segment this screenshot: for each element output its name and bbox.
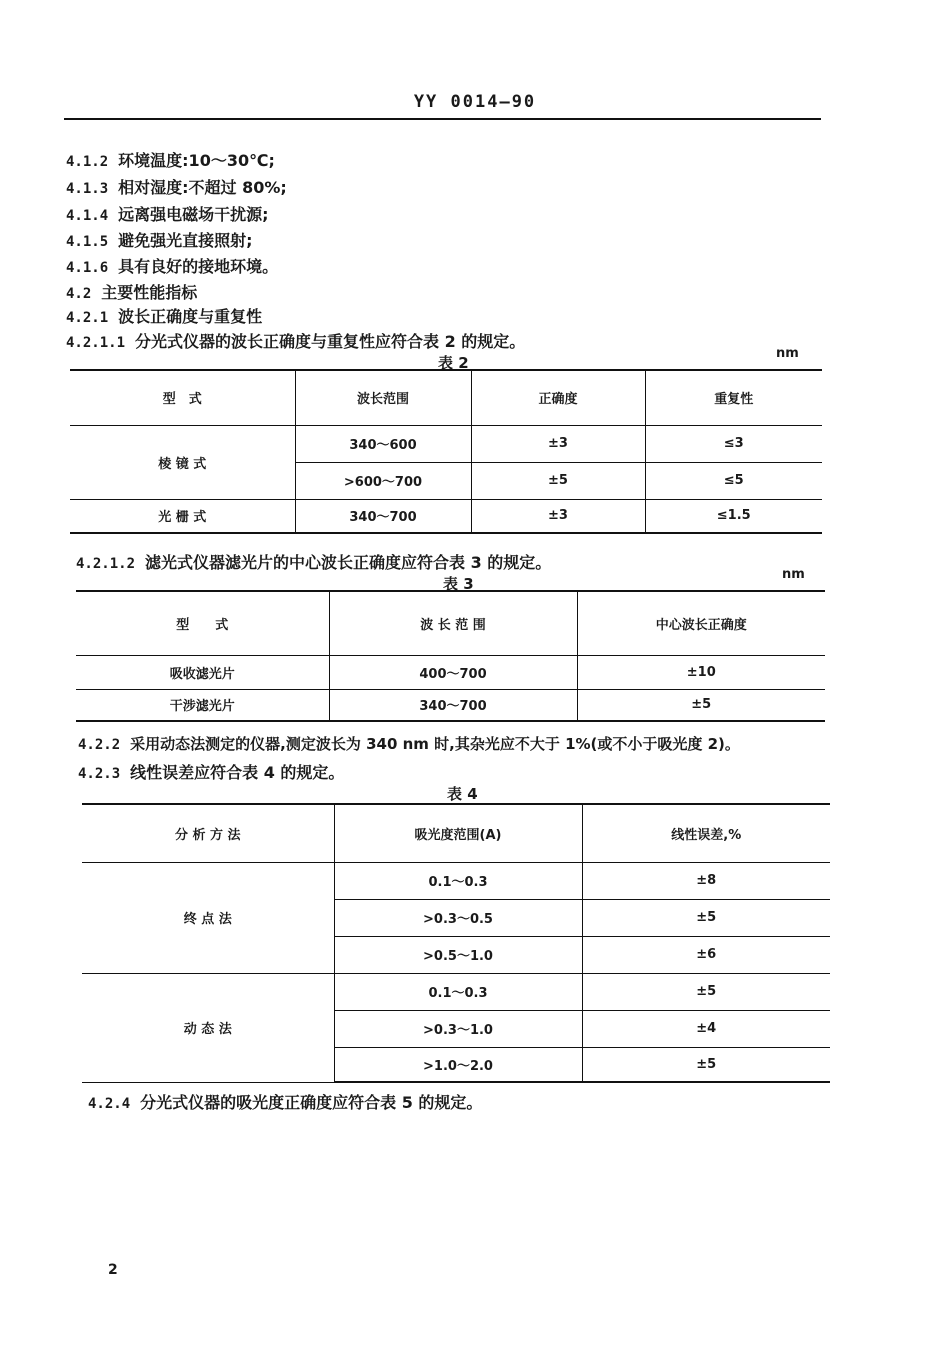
column-header: 波长范围 [295, 370, 471, 425]
table-cell: ±6 [582, 936, 830, 973]
column-header: 分 析 方 法 [82, 804, 334, 862]
table-cell: ≤5 [645, 462, 822, 499]
table-cell: ±5 [577, 689, 825, 721]
table-cell: ±5 [471, 462, 645, 499]
column-header: 重复性 [645, 370, 822, 425]
clause-number: 4.1.2 [66, 154, 109, 170]
clause-4-1-2 [66, 148, 275, 171]
table-cell: 0.1～0.3 [334, 862, 582, 899]
table-cell: >0.5～1.0 [334, 936, 582, 973]
table-4 [82, 803, 830, 1083]
clause-text: 分光式仪器的波长正确度与重复性应符合表 2 的规定。 [135, 332, 526, 351]
method-cell: 终 点 法 [82, 862, 334, 973]
table-cell: >0.3～0.5 [334, 899, 582, 936]
clause-4-1-4 [66, 202, 269, 225]
table-cell: ±3 [471, 499, 645, 533]
page-number: 2 [108, 1262, 118, 1278]
table-row [76, 655, 825, 689]
table-2-caption: 表 2 [438, 354, 469, 372]
clause-text: 滤光式仪器滤光片的中心波长正确度应符合表 3 的规定。 [145, 553, 552, 572]
clause-4-1-3 [66, 175, 287, 198]
clause-4-2 [66, 280, 197, 303]
table-2-unit: nm [776, 346, 799, 361]
column-header: 正确度 [471, 370, 645, 425]
type-cell: 棱 镜 式 [70, 425, 295, 499]
clause-text: 具有良好的接地环境。 [118, 257, 279, 276]
clause-4-2-1 [66, 304, 262, 327]
header-rule [64, 118, 821, 120]
table-cell: 吸收滤光片 [76, 655, 329, 689]
type-cell: 光 栅 式 [70, 499, 295, 533]
table-cell: 干涉滤光片 [76, 689, 329, 721]
method-cell: 动 态 法 [82, 973, 334, 1082]
clause-text: 分光式仪器的吸光度正确度应符合表 5 的规定。 [140, 1093, 483, 1112]
table-cell: >0.3～1.0 [334, 1010, 582, 1047]
clause-text: 环境温度:10～30℃; [118, 151, 275, 170]
clause-text: 线性误差应符合表 4 的规定。 [130, 763, 345, 782]
clause-text: 远离强电磁场干扰源; [118, 205, 269, 224]
clause-number: 4.2.1.2 [76, 556, 136, 572]
column-header: 型 式 [76, 591, 329, 655]
table-row [76, 689, 825, 721]
table-cell: ±4 [582, 1010, 830, 1047]
clause-4-2-3 [78, 760, 344, 783]
clause-4-2-1-1 [66, 329, 525, 352]
table-cell: 340～700 [295, 499, 471, 533]
table-cell: ±10 [577, 655, 825, 689]
column-header: 中心波长正确度 [577, 591, 825, 655]
clause-number: 4.2.1 [66, 310, 109, 326]
table-cell: ≤3 [645, 425, 822, 462]
table-header-row [82, 804, 830, 862]
document-code: YY 0014—90 [413, 92, 537, 112]
clause-text: 相对湿度:不超过 80%; [118, 178, 287, 197]
clause-4-2-2 [78, 733, 740, 754]
clause-4-1-6 [66, 254, 278, 277]
table-cell: ±5 [582, 973, 830, 1010]
table-cell: ±8 [582, 862, 830, 899]
table-row [70, 425, 822, 462]
clause-number: 4.1.5 [66, 234, 109, 250]
table-3-unit: nm [782, 567, 805, 582]
clause-number: 4.2.2 [78, 737, 121, 753]
clause-number: 4.1.4 [66, 208, 109, 224]
table-cell: >1.0～2.0 [334, 1047, 582, 1082]
table-cell: ±5 [582, 1047, 830, 1082]
table-cell: >600～700 [295, 462, 471, 499]
table-cell: 340～700 [329, 689, 577, 721]
table-4-caption: 表 4 [447, 785, 478, 803]
clause-number: 4.2 [66, 286, 92, 302]
table-row [82, 862, 830, 899]
column-header: 波 长 范 围 [329, 591, 577, 655]
table-header-row [70, 370, 822, 425]
clause-number: 4.1.6 [66, 260, 109, 276]
table-2 [70, 369, 822, 534]
clause-text: 采用动态法测定的仪器,测定波长为 340 nm 时,其杂光应不大于 1%(或不小于吸光度 2)。 [130, 735, 740, 753]
clause-number: 4.1.3 [66, 181, 109, 197]
table-3-caption: 表 3 [443, 575, 474, 593]
clause-text: 波长正确度与重复性 [118, 307, 263, 326]
table-cell: 340～600 [295, 425, 471, 462]
clause-text: 避免强光直接照射; [118, 231, 253, 250]
column-header: 吸光度范围(A) [334, 804, 582, 862]
clause-number: 4.2.1.1 [66, 335, 126, 351]
clause-number: 4.2.3 [78, 766, 121, 782]
clause-number: 4.2.4 [88, 1096, 131, 1112]
table-3 [76, 590, 825, 722]
clause-4-2-1-2 [76, 550, 551, 573]
table-cell: ≤1.5 [645, 499, 822, 533]
clause-4-2-4 [88, 1090, 482, 1113]
table-cell: ±5 [582, 899, 830, 936]
clause-text: 主要性能指标 [101, 283, 198, 302]
table-cell: 400～700 [329, 655, 577, 689]
table-cell: ±3 [471, 425, 645, 462]
table-header-row [76, 591, 825, 655]
column-header: 型 式 [70, 370, 295, 425]
column-header: 线性误差,% [582, 804, 830, 862]
clause-4-1-5 [66, 228, 253, 251]
table-row [70, 499, 822, 533]
table-cell: 0.1～0.3 [334, 973, 582, 1010]
table-row [82, 973, 830, 1010]
